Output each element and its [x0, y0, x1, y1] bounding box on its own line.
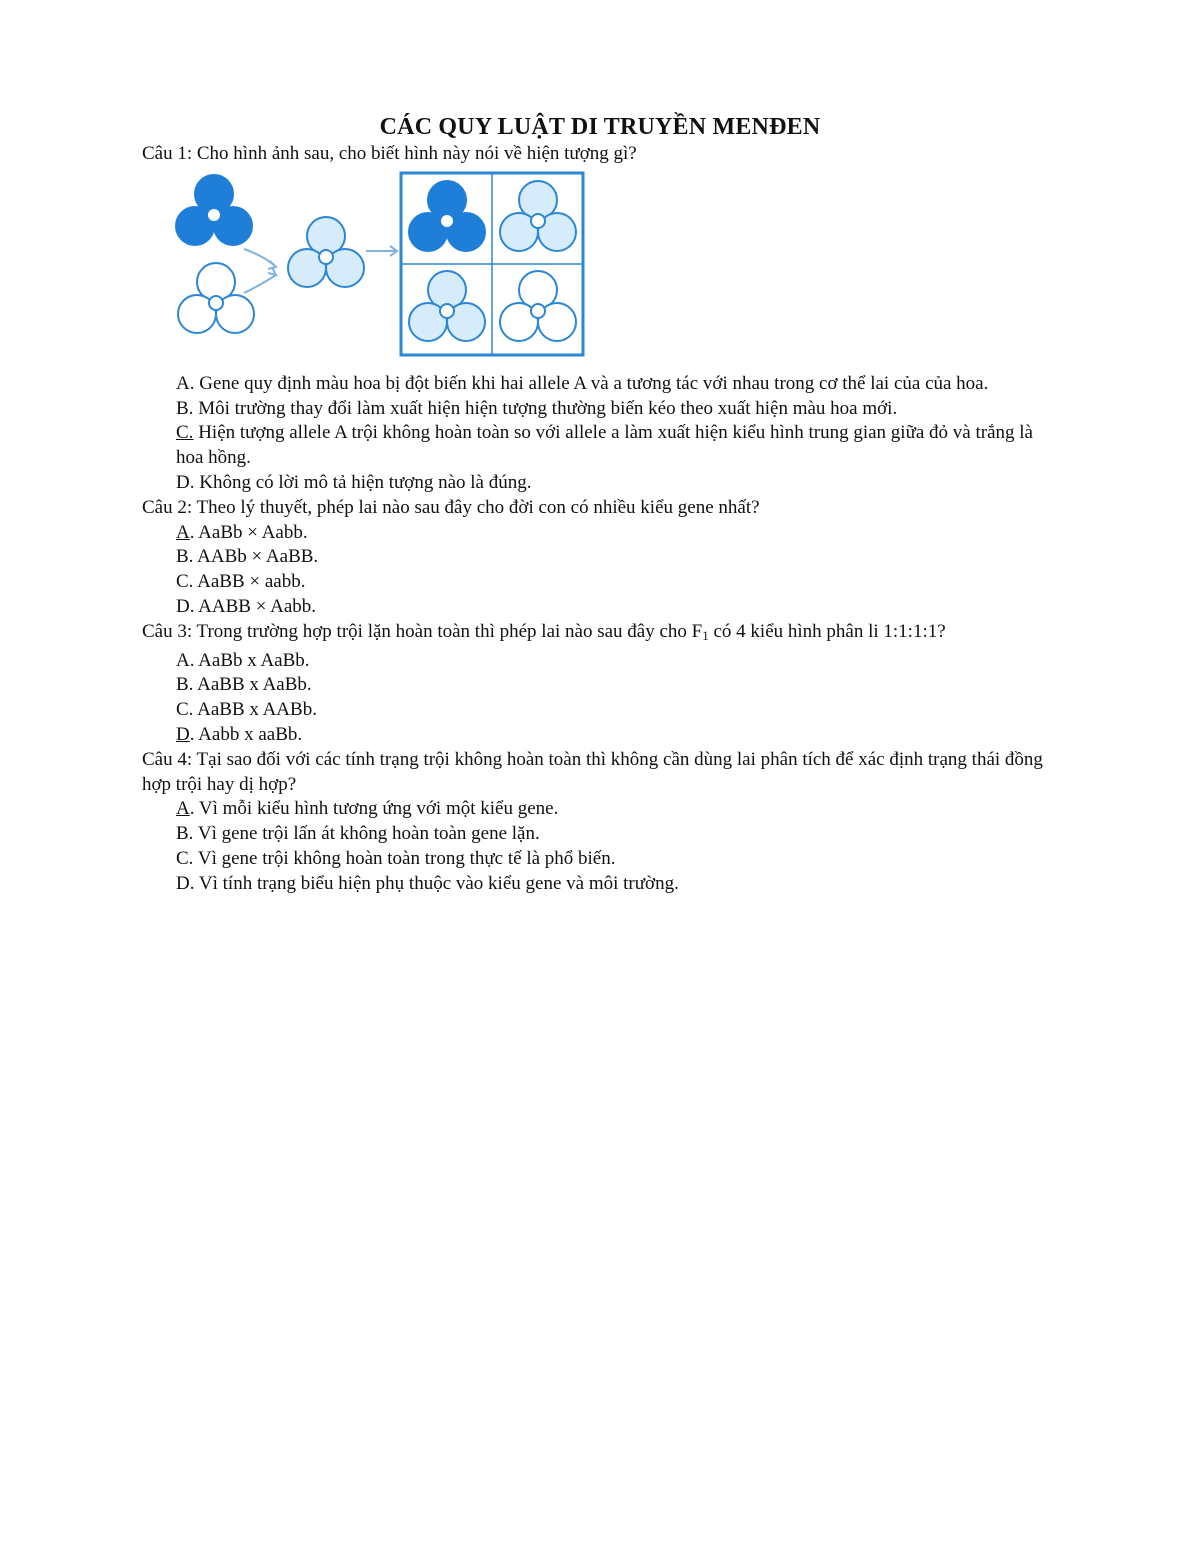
option-b[interactable] — [176, 822, 1062, 847]
answer-options — [142, 649, 1062, 748]
option-b[interactable] — [176, 673, 1062, 698]
option-d[interactable] — [176, 872, 1062, 897]
option-letter: B. — [176, 823, 194, 845]
f2-arrow — [366, 246, 397, 256]
option-d[interactable] — [176, 723, 1062, 748]
option-letter-correct: A — [176, 798, 190, 820]
option-letter-correct: A — [176, 521, 190, 543]
f2-punnett-grid — [401, 173, 583, 355]
cross-arrows — [244, 249, 276, 293]
option-letter: D. — [176, 595, 195, 617]
option-text: AABB × Aabb. — [194, 595, 317, 617]
option-letter: C. — [176, 699, 194, 721]
question-list — [142, 142, 1062, 897]
stem-subscript: 1 — [702, 627, 709, 643]
option-c[interactable] — [176, 698, 1062, 723]
option-letter: D. — [176, 872, 195, 894]
option-letter-correct: C. — [176, 422, 194, 444]
parent-white-flower — [178, 263, 254, 333]
question-1 — [142, 142, 1062, 496]
option-letter: D. — [176, 471, 195, 493]
option-text: AaBB × aabb. — [193, 571, 306, 593]
answer-options — [142, 372, 1062, 496]
document-title: CÁC QUY LUẬT DI TRUYỀN MENĐEN — [379, 114, 821, 140]
option-text: Không có lời mô tả hiện tượng nào là đúng. — [194, 471, 532, 493]
option-letter: C. — [176, 571, 194, 593]
option-a[interactable] — [176, 521, 1062, 546]
parent-dark-flower — [176, 175, 252, 245]
option-d[interactable] — [176, 471, 1062, 496]
option-letter: B. — [176, 397, 194, 419]
option-a[interactable] — [176, 372, 1062, 397]
option-letter: B. — [176, 674, 194, 696]
option-b[interactable] — [176, 545, 1062, 570]
option-b[interactable] — [176, 397, 1062, 422]
answer-options — [142, 797, 1062, 896]
question-3 — [142, 620, 1062, 748]
flower-cross-illustration — [162, 171, 622, 366]
option-c[interactable] — [176, 847, 1062, 872]
option-c[interactable] — [176, 421, 1062, 471]
option-text: . Aabb x aaBb. — [189, 723, 303, 745]
question-stem: Câu 4: Tại sao đối với các tính trạng trội không hoàn toàn thì không cần dùng lai phân tích để xác định trạng thái đồng hợp trội hay dị hợp? — [142, 748, 1043, 795]
stem-part: có 4 kiểu hình phân li 1:1:1:1? — [708, 620, 946, 642]
option-text: Vì tính trạng biểu hiện phụ thuộc vào kiểu gene và môi trường. — [194, 872, 679, 894]
option-d[interactable] — [176, 595, 1062, 620]
option-text: Môi trường thay đổi làm xuất hiện hiện tượng thường biến kéo theo xuất hiện màu hoa mới. — [193, 397, 898, 419]
option-text: AABb × AaBB. — [193, 546, 319, 568]
option-letter-correct: D — [176, 723, 190, 745]
question-stem: Câu 1: Cho hình ảnh sau, cho biết hình này nói về hiện tượng gì? — [142, 143, 637, 164]
option-text: Vì gene trội lấn át không hoàn toàn gene lặn. — [193, 823, 540, 845]
question-2 — [142, 496, 1062, 620]
option-text: Vì gene trội không hoàn toàn trong thực tế là phổ biến. — [193, 847, 616, 869]
question-stem — [142, 620, 1062, 649]
option-a[interactable] — [176, 797, 1062, 822]
option-text: . AaBb × Aabb. — [189, 521, 308, 543]
stem-part: Câu 3: Trong trường hợp trội lặn hoàn toàn thì phép lai nào sau đây cho F — [142, 620, 703, 642]
option-text: AaBB x AaBb. — [193, 674, 312, 696]
f1-light-flower — [288, 217, 364, 287]
option-text: . Vì mỗi kiểu hình tương ứng với một kiểu gene. — [189, 798, 559, 820]
option-letter: A. — [176, 372, 195, 394]
option-text: Gene quy định màu hoa bị đột biến khi hai allele A và a tương tác với nhau trong cơ thể lai của của hoa. — [194, 372, 989, 394]
question-stem: Câu 2: Theo lý thuyết, phép lai nào sau đây cho đời con có nhiều kiểu gene nhất? — [142, 496, 760, 518]
answer-options — [142, 521, 1062, 620]
option-text: AaBb x AaBb. — [194, 649, 310, 671]
option-letter: A. — [176, 649, 195, 671]
question-4 — [142, 748, 1062, 897]
option-letter: B. — [176, 546, 194, 568]
option-text: Hiện tượng allele A trội không hoàn toàn so với allele a làm xuất hiện kiểu hình trung gian giữa đỏ và trắng là hoa hồng. — [176, 422, 1033, 469]
option-text: AaBB x AABb. — [193, 699, 317, 721]
option-a[interactable] — [176, 649, 1062, 674]
option-letter: C. — [176, 847, 194, 869]
option-c[interactable] — [176, 570, 1062, 595]
